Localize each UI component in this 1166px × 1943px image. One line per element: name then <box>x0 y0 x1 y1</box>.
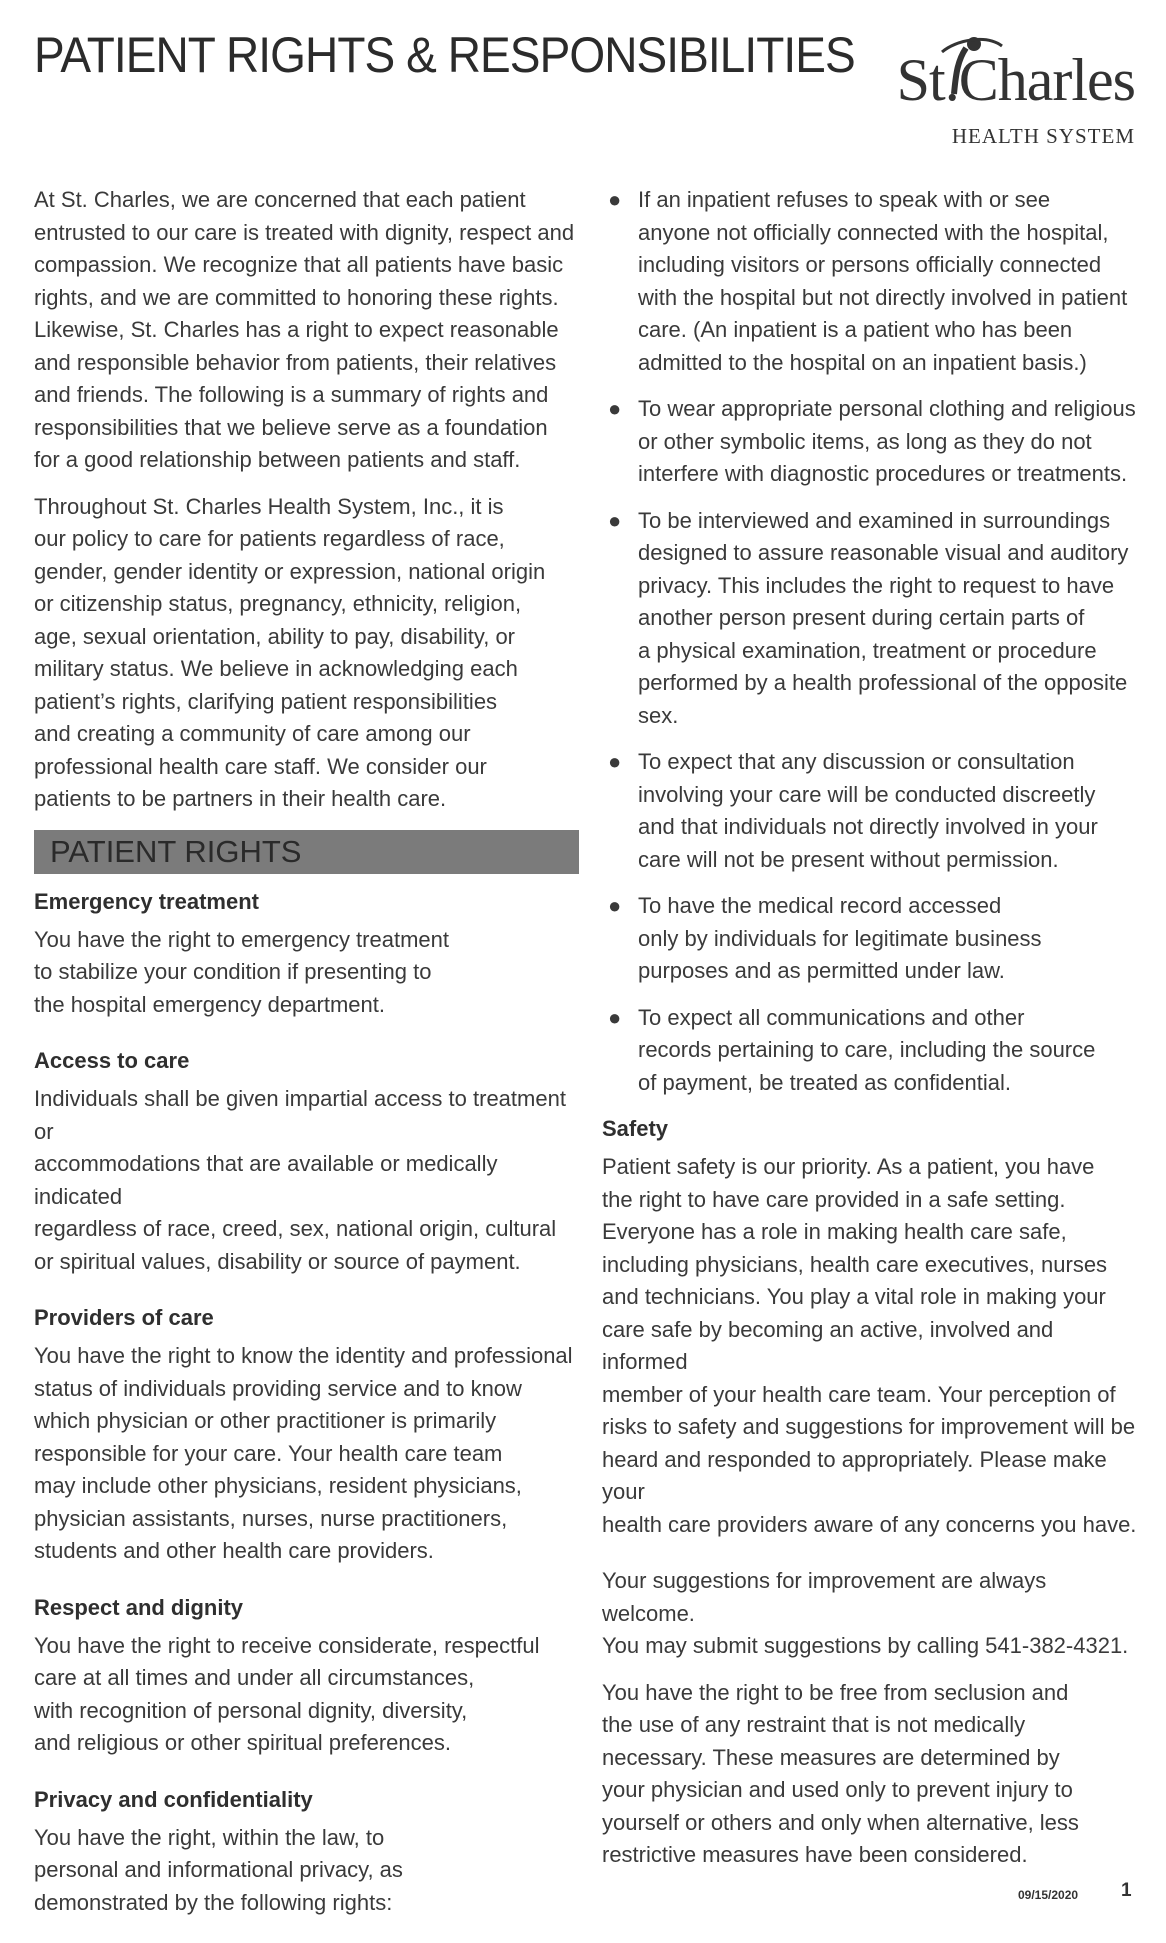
safety-paragraph: Patient safety is our priority. As a patient, you have the right to have care provided in a safe setting. Everyone has a role in making health care safe, including physicians, health care executives, nurses and technicians. You play a vital role in making your care safe by becoming an active, involved and informed member of your health care team. Your perception of risks to safety and suggestions for improvement will be heard and responded to appropriately. Please make your health care providers aware of any concerns you have. <box>602 1154 1137 1537</box>
footer-date: 09/15/2020 <box>1018 1888 1079 1902</box>
safety-paragraph: Your suggestions for improvement are always welcome. You may submit suggestions by calling 541-382-4321. <box>602 1568 1129 1658</box>
bullet-icon: ● <box>608 507 622 533</box>
section-heading: Privacy and confidentiality <box>34 1786 313 1812</box>
bullet-icon: ● <box>608 396 622 421</box>
list-item-text: To expect that any discussion or consultation involving your care will be conducted discreetly and that individuals not directly involved in your care will not be present without permission. <box>638 749 1098 872</box>
right-column <box>602 184 1142 1886</box>
section-heading: Safety <box>602 1116 669 1141</box>
list-item <box>602 746 1142 876</box>
page-number: 1 <box>1121 1880 1132 1901</box>
list-item <box>602 1002 1142 1100</box>
section-title: PATIENT RIGHTS <box>34 830 579 874</box>
intro-paragraph: Throughout St. Charles Health System, Inc., it is our policy to care for patients regardless of race, gender, gender identity or expression, national origin or citizenship status, pregnancy, ethnicity, religion, age, sexual orientation, ability to pay, disability, or military status. We believe in acknowledging each patient’s rights, clarifying patient responsibilities and creating a community of care among our professional health care staff. We consider our patients to be partners in their health care. <box>34 493 546 811</box>
list-item-text: To have the medical record accessed only by individuals for legitimate business purposes and as permitted under law. <box>638 893 1042 983</box>
list-item-text: To expect all communications and other records pertaining to care, including the source of payment, be treated as confidential. <box>638 1004 1096 1095</box>
list-item-text: To wear appropriate personal clothing and religious or other symbolic items, as long as they do not interfere with diagnostic procedures or treatments. <box>638 396 1136 486</box>
logo-subtitle: HEALTH SYSTEM <box>951 124 1135 148</box>
section-heading: Emergency treatment <box>34 888 259 914</box>
list-item <box>602 505 1142 733</box>
list-item <box>602 393 1142 491</box>
section-body: Individuals shall be given impartial access to treatment or accommodations that are available or medically indicated regardless of race, creed, sex, national origin, cultural or spiritual values, disability or source of payment. <box>34 1086 566 1274</box>
st-charles-logo <box>856 30 1141 152</box>
left-column <box>34 184 579 1943</box>
list-item <box>602 184 1142 379</box>
section-body: You have the right to emergency treatment to stabilize your condition if presenting to the hospital emergency department. <box>34 926 449 1017</box>
privacy-bullet-list <box>602 184 1142 1099</box>
bullet-icon: ● <box>608 893 622 918</box>
section-body: You have the right to receive considerate, respectful care at all times and under all circumstances, with recognition of personal dignity, diversity, and religious or other spiritual preferences. <box>34 1632 540 1755</box>
bullet-icon: ● <box>608 187 622 212</box>
list-item-text: To be interviewed and examined in surroundings designed to assure reasonable visual and auditory privacy. This includes the right to request to have another person present during certain parts of a physical examination, treatment or procedure performed by a health professional of the opposite sex. <box>638 507 1129 728</box>
page-title: PATIENT RIGHTS & RESPONSIBILITIES <box>34 27 855 83</box>
logo-name: St.Charles <box>896 47 1135 113</box>
section-heading: Access to care <box>34 1048 190 1073</box>
section-heading: Respect and dignity <box>34 1594 244 1620</box>
list-item <box>602 890 1142 988</box>
section-body: You have the right to know the identity and professional status of individuals providing service and to know which physician or other practitioner is primarily responsible for your care. Your health care team may include other physicians, resident physicians, physician assistants, nurses, nurse practitioners, students and other health care providers. <box>34 1343 573 1563</box>
bullet-icon: ● <box>608 749 622 774</box>
section-heading: Providers of care <box>34 1305 214 1330</box>
bullet-icon: ● <box>608 1004 622 1030</box>
section-body: You have the right, within the law, to personal and informational privacy, as demonstrated by the following rights: <box>34 1824 403 1915</box>
intro-paragraph: At St. Charles, we are concerned that each patient entrusted to our care is treated with dignity, respect and compassion. We recognize that all patients have basic rights, and we are committed to honoring these rights. Likewise, St. Charles has a right to expect reasonable and responsible behavior from patients, their relatives and friends. The following is a summary of rights and responsibilities that we believe serve as a foundation for a good relationship between patients and staff. <box>34 187 575 472</box>
list-item-text: If an inpatient refuses to speak with or see anyone not officially connected with the hospital, including visitors or persons officially connected with the hospital but not directly involved in patient care. (An inpatient is a patient who has been admitted to the hospital on an inpatient basis.) <box>638 187 1128 375</box>
safety-paragraph: You have the right to be free from seclusion and the use of any restraint that is not medically necessary. These measures are determined by your physician and used only to prevent injury to yourself or others and only when alternative, less restrictive measures have been considered. <box>602 1679 1079 1867</box>
